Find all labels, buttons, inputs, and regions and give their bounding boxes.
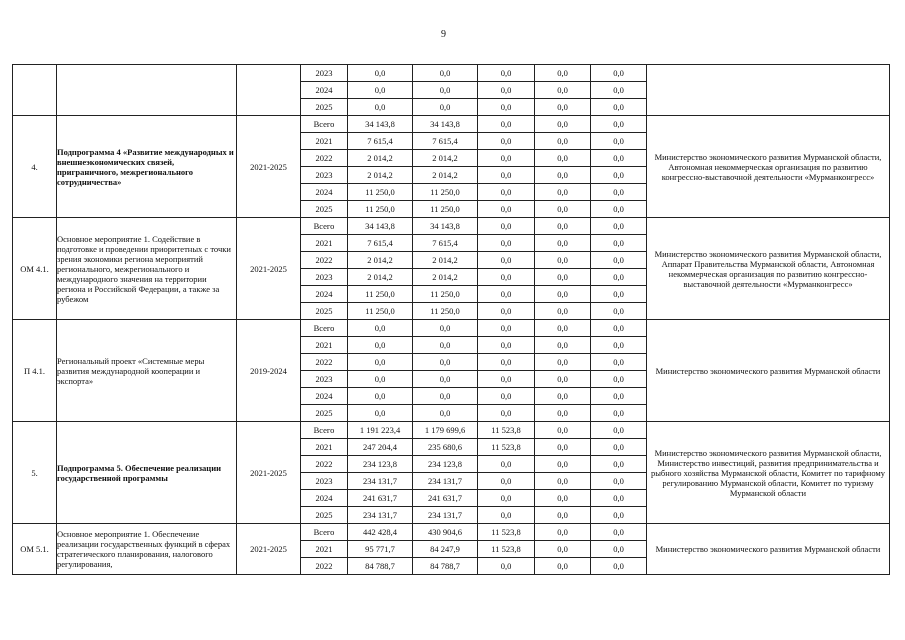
value-cell: 0,0 xyxy=(478,65,535,82)
item-name: Основное мероприятие 1. Содействие в подготовке и проведении приоритетных с точки зрения экономики региона мероприятий регионального, межрегионального и международного значения на территории региона и Российской Федерации, а также за рубежом xyxy=(57,218,237,320)
value-cell: 0,0 xyxy=(478,150,535,167)
value-cell: 84 788,7 xyxy=(348,558,413,575)
year-cell: 2022 xyxy=(301,252,348,269)
value-cell: 0,0 xyxy=(535,439,591,456)
value-cell: 2 014,2 xyxy=(348,269,413,286)
value-cell: 0,0 xyxy=(535,337,591,354)
value-cell: 0,0 xyxy=(478,201,535,218)
value-cell: 0,0 xyxy=(591,524,647,541)
value-cell: 0,0 xyxy=(413,82,478,99)
value-cell: 0,0 xyxy=(591,303,647,320)
item-number: П 4.1. xyxy=(13,320,57,422)
item-name: Региональный проект «Системные меры развития международной кооперации и экспорта» xyxy=(57,320,237,422)
value-cell: 0,0 xyxy=(591,269,647,286)
value-cell: 0,0 xyxy=(478,116,535,133)
value-cell: 0,0 xyxy=(591,320,647,337)
value-cell: 0,0 xyxy=(413,65,478,82)
value-cell: 0,0 xyxy=(535,388,591,405)
value-cell: 0,0 xyxy=(535,507,591,524)
year-cell: 2021 xyxy=(301,235,348,252)
value-cell: 0,0 xyxy=(591,116,647,133)
page-number: 9 xyxy=(441,29,446,40)
value-cell: 0,0 xyxy=(591,490,647,507)
value-cell: 0,0 xyxy=(413,388,478,405)
value-cell: 11 250,0 xyxy=(413,201,478,218)
item-number: 5. xyxy=(13,422,57,524)
value-cell: 7 615,4 xyxy=(413,133,478,150)
year-cell: 2021 xyxy=(301,439,348,456)
item-period: 2021-2025 xyxy=(237,218,301,320)
year-cell: 2025 xyxy=(301,303,348,320)
table-row xyxy=(13,218,890,235)
value-cell: 11 523,8 xyxy=(478,422,535,439)
executor-cell xyxy=(647,65,890,116)
value-cell: 0,0 xyxy=(591,473,647,490)
value-cell: 0,0 xyxy=(478,354,535,371)
table-row xyxy=(13,524,890,541)
year-cell: 2022 xyxy=(301,354,348,371)
value-cell: 0,0 xyxy=(535,490,591,507)
year-cell: 2025 xyxy=(301,507,348,524)
value-cell: 0,0 xyxy=(535,456,591,473)
year-cell: 2024 xyxy=(301,388,348,405)
value-cell: 0,0 xyxy=(535,201,591,218)
value-cell: 0,0 xyxy=(535,235,591,252)
value-cell: 0,0 xyxy=(478,490,535,507)
value-cell: 11 250,0 xyxy=(348,303,413,320)
value-cell: 7 615,4 xyxy=(413,235,478,252)
year-cell: 2023 xyxy=(301,473,348,490)
item-number: ОМ 4.1. xyxy=(13,218,57,320)
value-cell: 0,0 xyxy=(478,235,535,252)
value-cell: 7 615,4 xyxy=(348,235,413,252)
value-cell: 0,0 xyxy=(535,82,591,99)
value-cell: 0,0 xyxy=(591,184,647,201)
value-cell: 11 250,0 xyxy=(348,184,413,201)
value-cell: 1 191 223,4 xyxy=(348,422,413,439)
value-cell: 0,0 xyxy=(535,269,591,286)
value-cell: 0,0 xyxy=(348,82,413,99)
year-cell: 2024 xyxy=(301,286,348,303)
value-cell: 0,0 xyxy=(478,269,535,286)
value-cell: 0,0 xyxy=(478,303,535,320)
value-cell: 0,0 xyxy=(591,439,647,456)
value-cell: 0,0 xyxy=(413,354,478,371)
value-cell: 2 014,2 xyxy=(413,150,478,167)
year-cell: 2023 xyxy=(301,65,348,82)
value-cell: 0,0 xyxy=(348,354,413,371)
value-cell: 0,0 xyxy=(413,337,478,354)
year-cell: 2021 xyxy=(301,337,348,354)
year-cell: 2023 xyxy=(301,167,348,184)
year-cell: 2024 xyxy=(301,490,348,507)
year-cell: 2022 xyxy=(301,456,348,473)
value-cell: 0,0 xyxy=(535,371,591,388)
value-cell: 0,0 xyxy=(413,405,478,422)
value-cell: 0,0 xyxy=(535,286,591,303)
value-cell: 0,0 xyxy=(591,150,647,167)
value-cell: 0,0 xyxy=(591,99,647,116)
value-cell: 2 014,2 xyxy=(413,269,478,286)
budget-table xyxy=(12,64,890,575)
value-cell: 0,0 xyxy=(478,337,535,354)
value-cell: 0,0 xyxy=(591,371,647,388)
value-cell: 11 523,8 xyxy=(478,541,535,558)
value-cell: 241 631,7 xyxy=(413,490,478,507)
year-cell: 2025 xyxy=(301,201,348,218)
value-cell: 0,0 xyxy=(535,252,591,269)
item-number: 4. xyxy=(13,116,57,218)
value-cell: 0,0 xyxy=(478,473,535,490)
item-executor: Министерство экономического развития Мурманской области, Министерство инвестиций, развития предпринимательства и рыбного хозяйства Мурманской области, Комитет по тарифному регулированию Мурманской области, Комитет по туризму Мурманской области xyxy=(647,422,890,524)
value-cell: 235 680,6 xyxy=(413,439,478,456)
item-period: 2019-2024 xyxy=(237,320,301,422)
item-period: 2021-2025 xyxy=(237,524,301,575)
year-cell: 2021 xyxy=(301,133,348,150)
value-cell: 0,0 xyxy=(478,558,535,575)
year-cell: 2025 xyxy=(301,99,348,116)
value-cell: 0,0 xyxy=(348,99,413,116)
value-cell: 11 250,0 xyxy=(348,201,413,218)
value-cell: 11 523,8 xyxy=(478,439,535,456)
value-cell: 84 247,9 xyxy=(413,541,478,558)
value-cell: 2 014,2 xyxy=(413,167,478,184)
table-row xyxy=(13,65,890,82)
item-name: Подпрограмма 4 «Развитие международных и внешнеэкономических связей, приграничного, межрегионального сотрудничества» xyxy=(57,116,237,218)
table-row xyxy=(13,116,890,133)
value-cell: 0,0 xyxy=(535,133,591,150)
value-cell: 0,0 xyxy=(478,167,535,184)
item-period: 2021-2025 xyxy=(237,116,301,218)
value-cell: 0,0 xyxy=(591,82,647,99)
value-cell: 34 143,8 xyxy=(413,116,478,133)
value-cell: 0,0 xyxy=(535,524,591,541)
value-cell: 0,0 xyxy=(535,473,591,490)
item-executor: Министерство экономического развития Мурманской области xyxy=(647,320,890,422)
value-cell: 0,0 xyxy=(478,99,535,116)
value-cell: 0,0 xyxy=(591,422,647,439)
value-cell: 0,0 xyxy=(591,558,647,575)
value-cell: 84 788,7 xyxy=(413,558,478,575)
value-cell: 234 123,8 xyxy=(348,456,413,473)
value-cell: 11 250,0 xyxy=(413,303,478,320)
value-cell: 0,0 xyxy=(348,371,413,388)
year-cell: 2023 xyxy=(301,269,348,286)
value-cell: 234 131,7 xyxy=(348,473,413,490)
value-cell: 234 131,7 xyxy=(348,507,413,524)
number-cell xyxy=(13,65,57,116)
year-cell: 2022 xyxy=(301,558,348,575)
item-name: Основное мероприятие 1. Обеспечение реализации государственных функций в сферах стратегического планирования, налогового регулирования, xyxy=(57,524,237,575)
value-cell: 0,0 xyxy=(348,65,413,82)
value-cell: 0,0 xyxy=(591,133,647,150)
value-cell: 0,0 xyxy=(591,354,647,371)
value-cell: 34 143,8 xyxy=(413,218,478,235)
value-cell: 0,0 xyxy=(413,371,478,388)
value-cell: 0,0 xyxy=(535,99,591,116)
value-cell: 0,0 xyxy=(591,405,647,422)
value-cell: 0,0 xyxy=(478,82,535,99)
value-cell: 0,0 xyxy=(535,116,591,133)
value-cell: 0,0 xyxy=(348,405,413,422)
value-cell: 34 143,8 xyxy=(348,116,413,133)
year-cell: 2022 xyxy=(301,150,348,167)
value-cell: 0,0 xyxy=(535,150,591,167)
value-cell: 0,0 xyxy=(348,337,413,354)
value-cell: 0,0 xyxy=(413,320,478,337)
value-cell: 234 123,8 xyxy=(413,456,478,473)
value-cell: 34 143,8 xyxy=(348,218,413,235)
value-cell: 0,0 xyxy=(591,235,647,252)
value-cell: 0,0 xyxy=(535,218,591,235)
value-cell: 0,0 xyxy=(535,422,591,439)
value-cell: 0,0 xyxy=(478,388,535,405)
year-cell: Всего xyxy=(301,422,348,439)
value-cell: 0,0 xyxy=(591,456,647,473)
item-name: Подпрограмма 5. Обеспечение реализации государственной программы xyxy=(57,422,237,524)
value-cell: 430 904,6 xyxy=(413,524,478,541)
value-cell: 0,0 xyxy=(535,354,591,371)
value-cell: 0,0 xyxy=(535,405,591,422)
item-executor: Министерство экономического развития Мурманской области, Автономная некоммерческая организация по развитию конгрессно-выставочной деятельности «Мурманконгресс» xyxy=(647,116,890,218)
value-cell: 0,0 xyxy=(478,456,535,473)
value-cell: 0,0 xyxy=(478,184,535,201)
value-cell: 2 014,2 xyxy=(348,252,413,269)
period-cell xyxy=(237,65,301,116)
value-cell: 1 179 699,6 xyxy=(413,422,478,439)
value-cell: 247 204,4 xyxy=(348,439,413,456)
item-executor: Министерство экономического развития Мурманской области xyxy=(647,524,890,575)
value-cell: 0,0 xyxy=(478,252,535,269)
table-row xyxy=(13,422,890,439)
item-executor: Министерство экономического развития Мурманской области, Аппарат Правительства Мурманской области, Автономная некоммерческая организация по развитию конгрессно-выставочной деятельности «Мурманконгресс» xyxy=(647,218,890,320)
value-cell: 0,0 xyxy=(591,286,647,303)
value-cell: 0,0 xyxy=(478,133,535,150)
value-cell: 11 523,8 xyxy=(478,524,535,541)
table-row xyxy=(13,320,890,337)
value-cell: 0,0 xyxy=(535,320,591,337)
value-cell: 0,0 xyxy=(478,507,535,524)
value-cell: 7 615,4 xyxy=(348,133,413,150)
value-cell: 241 631,7 xyxy=(348,490,413,507)
value-cell: 0,0 xyxy=(535,167,591,184)
value-cell: 0,0 xyxy=(591,252,647,269)
value-cell: 0,0 xyxy=(535,541,591,558)
value-cell: 0,0 xyxy=(591,337,647,354)
value-cell: 0,0 xyxy=(348,320,413,337)
value-cell: 0,0 xyxy=(478,320,535,337)
value-cell: 0,0 xyxy=(478,286,535,303)
value-cell: 0,0 xyxy=(591,65,647,82)
value-cell: 2 014,2 xyxy=(348,150,413,167)
value-cell: 0,0 xyxy=(535,184,591,201)
value-cell: 0,0 xyxy=(591,201,647,218)
year-cell: 2024 xyxy=(301,82,348,99)
year-cell: Всего xyxy=(301,320,348,337)
value-cell: 2 014,2 xyxy=(348,167,413,184)
value-cell: 0,0 xyxy=(591,167,647,184)
value-cell: 0,0 xyxy=(591,218,647,235)
year-cell: Всего xyxy=(301,116,348,133)
year-cell: 2023 xyxy=(301,371,348,388)
value-cell: 0,0 xyxy=(478,405,535,422)
year-cell: 2021 xyxy=(301,541,348,558)
value-cell: 0,0 xyxy=(535,558,591,575)
value-cell: 11 250,0 xyxy=(413,184,478,201)
value-cell: 11 250,0 xyxy=(348,286,413,303)
value-cell: 95 771,7 xyxy=(348,541,413,558)
value-cell: 0,0 xyxy=(413,99,478,116)
year-cell: Всего xyxy=(301,524,348,541)
value-cell: 0,0 xyxy=(478,218,535,235)
year-cell: 2025 xyxy=(301,405,348,422)
year-cell: Всего xyxy=(301,218,348,235)
value-cell: 234 131,7 xyxy=(413,473,478,490)
value-cell: 442 428,4 xyxy=(348,524,413,541)
value-cell: 0,0 xyxy=(535,65,591,82)
name-cell xyxy=(57,65,237,116)
value-cell: 0,0 xyxy=(591,541,647,558)
value-cell: 2 014,2 xyxy=(413,252,478,269)
year-cell: 2024 xyxy=(301,184,348,201)
value-cell: 0,0 xyxy=(348,388,413,405)
item-period: 2021-2025 xyxy=(237,422,301,524)
value-cell: 0,0 xyxy=(591,507,647,524)
value-cell: 234 131,7 xyxy=(413,507,478,524)
value-cell: 0,0 xyxy=(591,388,647,405)
value-cell: 11 250,0 xyxy=(413,286,478,303)
item-number: ОМ 5.1. xyxy=(13,524,57,575)
value-cell: 0,0 xyxy=(478,371,535,388)
value-cell: 0,0 xyxy=(535,303,591,320)
